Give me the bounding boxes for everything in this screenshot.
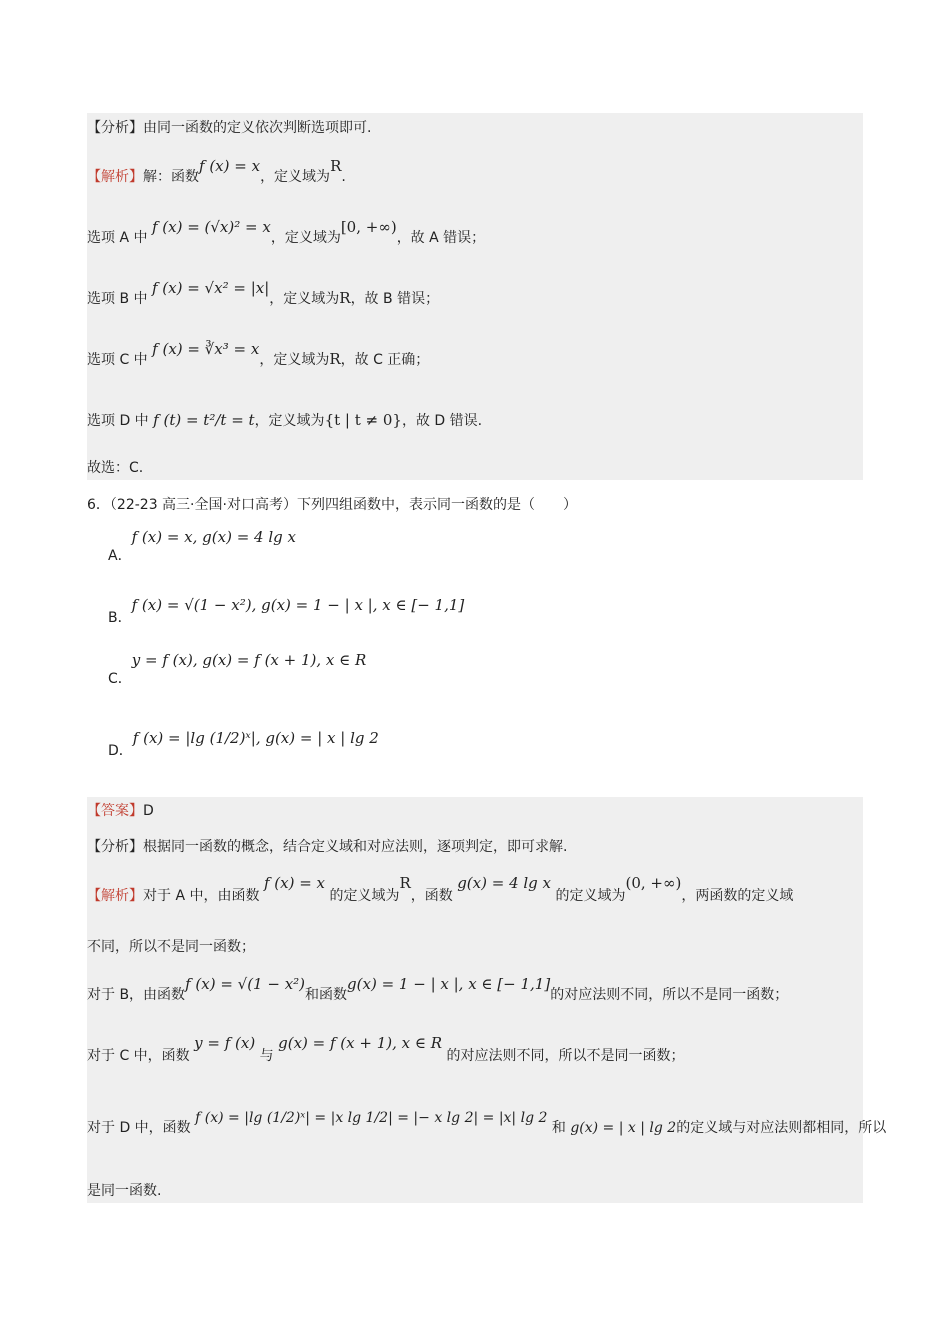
analysis-tag: 【分析】: [87, 839, 143, 855]
prev-analysis-line: 【分析】由同一函数的定义依次判断选项即可.: [87, 120, 372, 136]
formula: f (x) = ∛x³ = x: [152, 340, 260, 358]
formula: g(x) = 4 lg x: [457, 874, 552, 892]
option-b: B．f (x) = √(1 − x²), g(x) = 1 − | x |, x ∈ [− 1,1]: [108, 596, 465, 626]
formula: g(x) = f (x + 1), x ∈ R: [278, 1034, 443, 1052]
answer-value: D: [143, 803, 154, 819]
option-a: A．f (x) = x, g(x) = 4 lg x: [108, 528, 296, 564]
answer-solution-a: 【解析】对于 A 中，由函数 f (x) = x 的定义域为R，函数 g(x) = 4 lg x 的定义域为(0, +∞)，两函数的定义域: [87, 874, 794, 904]
option-d: D．f (x) = |lg (1/2)ˣ|, g(x) = | x | lg 2: [108, 729, 379, 759]
formula: y = f (x): [194, 1034, 256, 1052]
analysis-tag: 【分析】: [87, 120, 143, 136]
formula: f (x) = |lg (1/2)ˣ|, g(x) = | x | lg 2: [132, 729, 379, 747]
solution-tag: 【解析】: [87, 169, 143, 185]
formula: f (x) = x: [263, 874, 325, 892]
answer-analysis-line: 【分析】根据同一函数的概念，结合定义域和对应法则，逐项判定，即可求解.: [87, 839, 568, 855]
prev-solution-line: 【解析】解：函数f (x) = x，定义域为R.: [87, 157, 346, 185]
formula: f (x) = x, g(x) = 4 lg x: [131, 528, 296, 546]
solution-tag: 【解析】: [87, 888, 143, 904]
formula: f (x) = √(1 − x²), g(x) = 1 − | x |, x ∈ [− 1,1]: [131, 596, 465, 614]
answer-line: [87, 801, 154, 821]
answer-solution-b: 对于 B，由函数f (x) = √(1 − x²)和函数g(x) = 1 − | x |, x ∈ [− 1,1]的对应法则不同，所以不是同一函数；: [87, 975, 789, 1003]
formula: f (x) = √(1 − x²): [185, 975, 306, 993]
formula: g(x) = 1 − | x |, x ∈ [− 1,1]: [347, 975, 551, 993]
prev-option-a: 选项 A 中 f (x) = (√x)² = x，定义域为[0, +∞)，故 A 错误；: [87, 218, 486, 246]
answer-tag: 【答案】: [87, 803, 143, 819]
answer-solution-d-cont: 是同一函数.: [87, 1183, 162, 1199]
prev-choose: 故选：C.: [87, 460, 144, 476]
question-number: 6．: [87, 497, 110, 513]
answer-solution-c: 对于 C 中，函数 y = f (x) 与 g(x) = f (x + 1), x ∈ R 的对应法则不同，所以不是同一函数；: [87, 1034, 685, 1064]
formula: y = f (x), g(x) = f (x + 1), x ∈ R: [131, 651, 367, 669]
formula: f (x) = (√x)² = x: [151, 218, 271, 236]
prev-option-b: 选项 B 中 f (x) = √x² = |x|，定义域为R，故 B 错误；: [87, 279, 440, 307]
formula: f (x) = √x² = |x|: [151, 279, 270, 297]
prev-option-c: 选项 C 中 f (x) = ∛x³ = x，定义域为R，故 C 正确；: [87, 340, 430, 368]
prev-option-d: 选项 D 中 f (t) = t²/t = t，定义域为{t | t ≠ 0}，故 D 错误.: [87, 411, 483, 429]
answer-solution-d: 对于 D 中，函数 f (x) = |lg (1/2)ˣ| = |x lg 1/2| = |− x lg 2| = |x| lg 2 和 g(x) = | x | lg 2的定义域与对应法则都相同，所以: [87, 1110, 887, 1136]
formula: f (x) = |lg (1/2)ˣ| = |x lg 1/2| = |− x lg 2| = |x| lg 2: [195, 1110, 548, 1126]
formula: f (x) = x: [199, 157, 261, 175]
answer-solution-a-cont: 不同，所以不是同一函数；: [87, 939, 255, 955]
formula: g(x) = | x | lg 2: [570, 1120, 677, 1136]
option-c: C．y = f (x), g(x) = f (x + 1), x ∈ R: [108, 651, 367, 687]
question-stem: 6．（22-23 高三·全国·对口高考）下列四组函数中，表示同一函数的是（ ）: [87, 497, 577, 513]
question-source: （22-23 高三·全国·对口高考）: [109, 497, 297, 513]
formula: f (t) = t²/t = t: [153, 411, 255, 429]
